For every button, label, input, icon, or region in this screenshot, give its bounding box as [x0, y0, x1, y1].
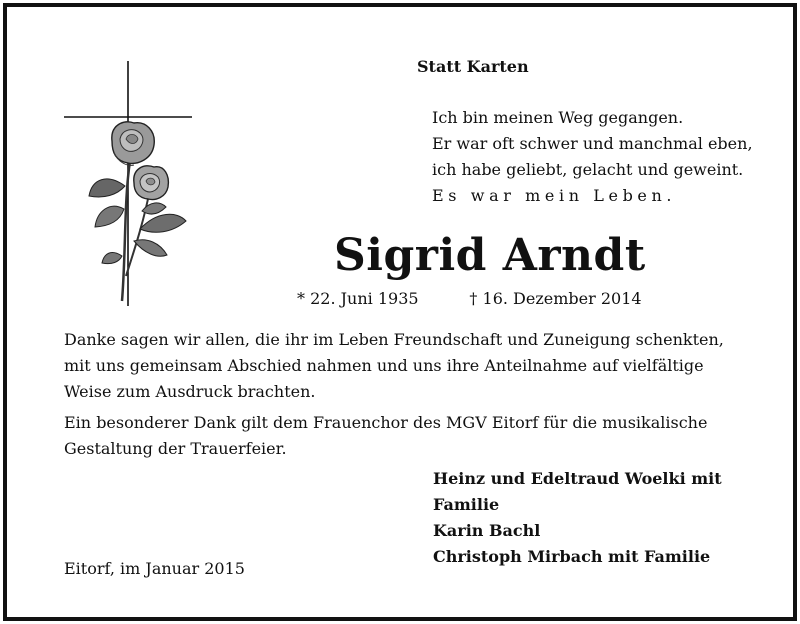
- poem: [432, 105, 753, 209]
- poem-line: ich habe geliebt, gelacht und geweint.: [432, 160, 744, 179]
- signature-line: Christoph Mirbach mit Familie: [433, 547, 711, 566]
- deceased-name: Sigrid Arndt: [334, 230, 646, 281]
- heading-statt-karten: Statt Karten: [417, 57, 529, 76]
- thanks-paragraph: Ein besonderer Dank gilt dem Frauenchor des MGV Eitorf für die musikalische Gestaltung der Trauerfeier.: [64, 413, 708, 458]
- thanks-paragraph: Danke sagen wir allen, die ihr im Leben Freundschaft und Zuneigung schenkten, mit uns gemeinsam Abschied nahmen und uns ihre Anteilnahme auf vielfältige Weise zum Ausdruck brachten.: [64, 330, 724, 401]
- obituary-frame: [3, 3, 797, 621]
- signature-line: Heinz und Edeltraud Woelki mit Familie: [433, 469, 722, 514]
- signature-line: Karin Bachl: [433, 521, 541, 540]
- death-date: † 16. Dezember 2014: [469, 289, 642, 308]
- birth-date: * 22. Juni 1935: [297, 289, 419, 308]
- life-dates: [297, 289, 642, 308]
- poem-line: Ich bin meinen Weg gegangen.: [432, 108, 684, 127]
- place-and-date: Eitorf, im Januar 2015: [64, 559, 245, 578]
- signatures: [433, 466, 793, 570]
- poem-line: Er war oft schwer und manchmal eben,: [432, 134, 753, 153]
- thanks-text: [64, 327, 754, 467]
- poem-line: Es war mein Leben.: [432, 186, 677, 205]
- cross-with-roses-icon: [62, 61, 202, 315]
